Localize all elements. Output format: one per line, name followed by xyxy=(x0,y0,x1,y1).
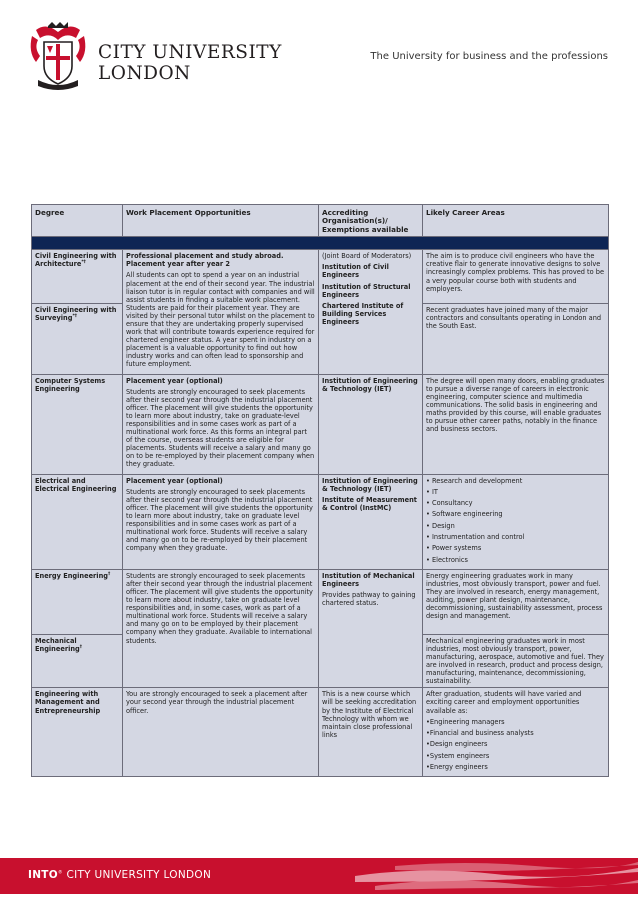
header-accrediting: Accrediting Organisation(s)/ Exemptions available xyxy=(319,205,423,237)
career-text: The degree will open many doors, enabling graduates to pursue a diverse range of careers in electronic engineering, computer science and multimedia communications. The solid basis in engineering and maths provided by this course, will enable graduates to pursue other career paths, notably in the finance and business sectors. xyxy=(426,376,605,434)
list-item: • IT xyxy=(426,487,438,496)
degree-name: Energy Engineering xyxy=(35,571,108,580)
footer-brand xyxy=(28,869,211,881)
degree-name: Mechanical Engineering xyxy=(35,636,80,653)
placement-body: You are strongly encouraged to seek a placement after your second year through the industrial placement officer. xyxy=(126,690,308,715)
degree-footnote: † xyxy=(79,644,82,650)
career-cell xyxy=(423,250,609,374)
university-name-line2: LONDON xyxy=(98,63,191,84)
career-text: Mechanical engineering graduates work in most industries, most obviously transport, power, manufacturing, aerospace, automotive and fuel. They are involved in research, product and process design, manufacturing, maintenance, decommissioning, sustainability. xyxy=(426,636,604,686)
placement-cell xyxy=(123,688,319,777)
header-band xyxy=(32,237,609,250)
list-item: • Electronics xyxy=(426,555,468,564)
placement-title: Placement year (optional) xyxy=(126,376,223,385)
accrediting-body: Institution of Mechanical Engineers xyxy=(322,571,415,588)
placement-title: Professional placement and study abroad. Placement year after year 2 xyxy=(126,252,284,269)
accrediting-note: Provides pathway to gaining chartered status. xyxy=(322,591,416,608)
list-item: • Power systems xyxy=(426,544,482,553)
placement-body: Students are strongly encouraged to seek placements after their second year through the industrial placement officer. The placement will give students the opportunity to learn more about industry, take on graduate-level responsibilities and in some cases work as part of a multinational work force. As this forms an integral part of the course, overseas students are eligible for placements. Students will receive a salary and many go on to be re-employed by their placement company when they graduate. xyxy=(126,387,315,469)
degree-cell xyxy=(32,250,123,374)
university-wordmark xyxy=(98,42,282,84)
footer-university-name: CITY UNIVERSITY LONDON xyxy=(66,869,212,881)
degree-cell xyxy=(32,688,123,777)
table-header-row xyxy=(32,205,609,237)
degree-name: Civil Engineering with Surveying xyxy=(35,306,117,323)
footer-into: INTO xyxy=(28,869,58,881)
placement-body: Students are strongly encouraged to seek placements after their second year through the industrial placement officer. The placement will give students the opportunity to learn more about industry, take on graduate level responsibilities and in some cases work as part of a multinational work force. Students will receive a salary and many go on to be re-employed by their placement company when they graduate. xyxy=(126,487,313,553)
list-item: • Design xyxy=(426,521,455,530)
placement-title: Placement year (optional) xyxy=(126,476,223,485)
table-row xyxy=(32,569,609,688)
career-cell xyxy=(423,374,609,474)
decorative-pattern-icon xyxy=(355,858,638,894)
table-row xyxy=(32,250,609,374)
placement-cell xyxy=(123,569,319,688)
page-header xyxy=(0,0,638,110)
placement-cell xyxy=(123,374,319,474)
table-row xyxy=(32,374,609,474)
degree-cell xyxy=(32,474,123,569)
career-cell xyxy=(423,474,609,569)
degree-cell xyxy=(32,569,123,688)
list-item: • Research and development xyxy=(426,476,523,485)
page-footer xyxy=(0,858,638,894)
accrediting-cell xyxy=(319,250,423,374)
placement-cell xyxy=(123,250,319,374)
list-item: •Engineering managers xyxy=(426,717,505,726)
list-item: •System engineers xyxy=(426,751,490,760)
header-degree: Degree xyxy=(32,205,123,237)
degree-footnote: *† xyxy=(81,260,86,266)
table-row xyxy=(32,474,609,569)
accrediting-body: Chartered Institute of Building Services Engineers xyxy=(322,301,404,326)
degree-cell xyxy=(32,374,123,474)
list-item: •Energy engineers xyxy=(426,762,488,771)
career-cell xyxy=(423,688,609,777)
placement-cell xyxy=(123,474,319,569)
degree-footnote: † xyxy=(107,571,111,577)
header-placement: Work Placement Opportunities xyxy=(123,205,319,237)
header-career: Likely Career Areas xyxy=(423,205,609,237)
university-crest-icon xyxy=(26,22,90,92)
degree-table xyxy=(31,204,608,777)
accrediting-cell xyxy=(319,474,423,569)
accrediting-body: Institution of Structural Engineers xyxy=(322,282,411,299)
accrediting-body: Institution of Engineering & Technology (IET) xyxy=(322,376,418,393)
career-text: Recent graduates have joined many of the major contractors and consultants operating in London and the South East. xyxy=(426,306,602,331)
list-item: •Financial and business analysts xyxy=(426,728,534,737)
list-item: • Instrumentation and control xyxy=(426,532,525,541)
accrediting-body: (Joint Board of Moderators) xyxy=(322,252,412,261)
accrediting-cell xyxy=(319,374,423,474)
accrediting-cell xyxy=(319,688,423,777)
degree-name: Electrical and Electrical Engineering xyxy=(35,476,117,493)
accrediting-body: Institution of Civil Engineers xyxy=(322,263,389,280)
accrediting-body: Institute of Measurement & Control (InstMC) xyxy=(322,495,417,512)
placement-body: All students can opt to spend a year on an industrial placement at the end of their second year. The industrial liaison tutor is in regular contact with companies and will assist students in finding a suitable work placement. Students are paid for their placement year. They are visited by their personal tutor whilst on the placement to ensure that they are undertaking properly supervised work that will contribute towards experience required for chartered engineer status. A year spent in industry on a placement is a valuable opportunity to find out how industry works and can often lead to sponsorship and future employment. xyxy=(126,271,315,369)
career-text: The aim is to produce civil engineers who have the creative flair to generate innovative designs to solve increasingly complex problems. This has proved to be a very popular course both with students and employers. xyxy=(426,252,605,293)
university-name-line1: CITY UNIVERSITY xyxy=(98,42,282,63)
accrediting-body: Institution of Engineering & Technology (IET) xyxy=(322,476,418,493)
table-row xyxy=(32,688,609,777)
degree-name: Civil Engineering with Architecture xyxy=(35,252,117,269)
list-item: • Consultancy xyxy=(426,499,473,508)
career-text: Energy engineering graduates work in many industries, most obviously transport, power and fuel. They are involved in research, energy management, auditing, power plant design, maintenance, decommissioning, sustainability assessment, process design and management. xyxy=(426,571,603,621)
degree-name: Computer Systems Engineering xyxy=(35,376,106,393)
tagline: The University for business and the professions xyxy=(370,51,608,62)
career-cell xyxy=(423,569,609,688)
list-item: •Design engineers xyxy=(426,740,488,749)
career-text: After graduation, students will have varied and exciting career and employment opportunities available as: xyxy=(426,690,582,715)
accrediting-note: This is a new course which will be seeking accreditation by the Institute of Electrical Technology with whom we maintain close professional links xyxy=(322,690,417,739)
placement-body: Students are strongly encouraged to seek placements after their second year through the industrial placement officer. The placement will give students the opportunity to learn more about industry, take on graduate level responsibilities and, in some cases, work as part of a multinational work force. Students will receive a salary and many go on to be employed by their placement company when they graduate. Available to international students. xyxy=(126,571,313,645)
degree-name: Engineering with Management and Entrepreneurship xyxy=(35,690,101,715)
degree-footnote: *† xyxy=(72,314,78,320)
footer-registered-mark: ® xyxy=(57,870,63,876)
accrediting-cell xyxy=(319,569,423,688)
list-item: • Software engineering xyxy=(426,510,503,519)
